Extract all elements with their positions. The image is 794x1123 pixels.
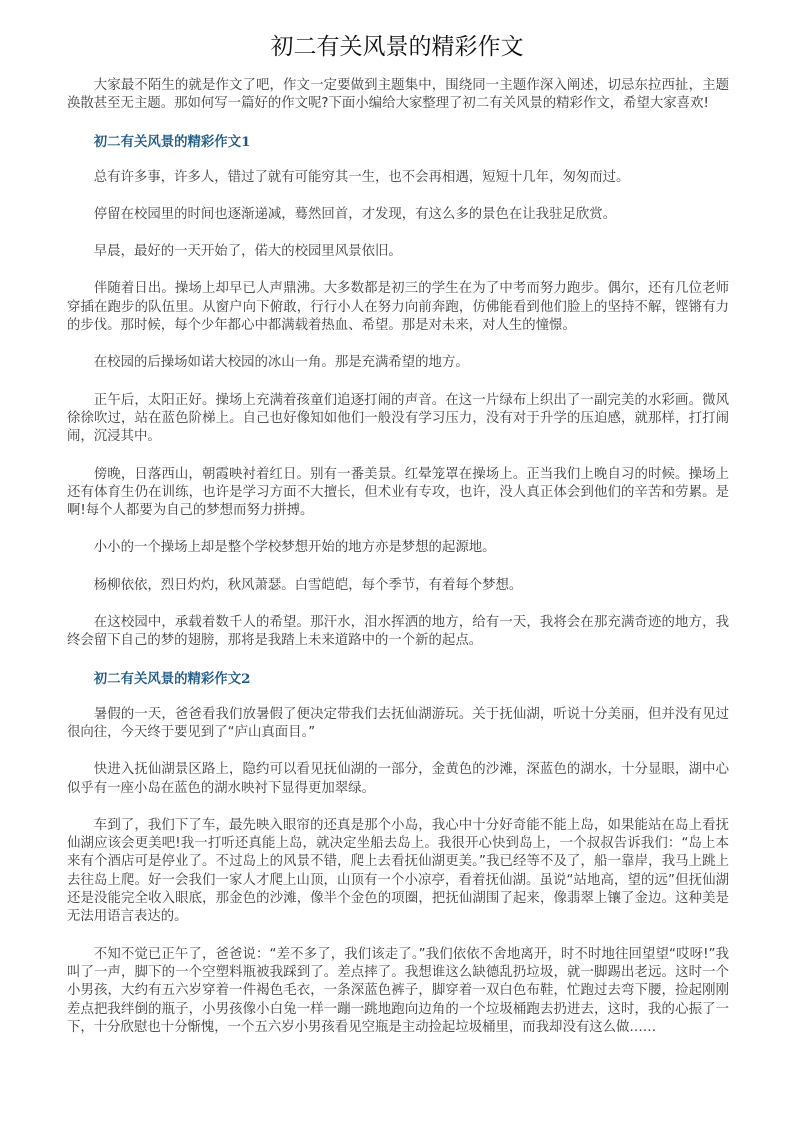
- paragraph: 在这校园中，承载着数千人的希望。那汗水，泪水挥洒的地方，给有一天，我将会在那充满奇迹的地方，我终会留下自己的梦的翅膀，那将是我踏上未来道路中的一个新的起点。: [67, 615, 729, 649]
- intro-paragraph: 大家最不陌生的就是作文了吧，作文一定要做到主题集中，围绕同一主题作深入阐述，切忌东拉西扯，主题涣散甚至无主题。那如何写一篇好的作文呢?下面小编给大家整理了初二有关风景的精彩作文，希望大家喜欢!: [67, 78, 729, 112]
- paragraph: 快进入抚仙湖景区路上，隐约可以看见抚仙湖的一部分，金黄色的沙滩，深蓝色的湖水，十分显眼，湖中心似乎有一座小岛在蓝色的湖水映衬下显得更加翠绿。: [67, 762, 729, 796]
- paragraph: 在校园的后操场如诺大校园的冰山一角。那是充满希望的地方。: [93, 355, 469, 371]
- document-body: [67, 77, 729, 1037]
- paragraph: 傍晚，日落西山，朝霞映衬着红日。别有一番美景。红晕笼罩在操场上。正当我们上晚自习的时候。操场上还有体育生仍在训练，也许是学习方面不大擅长，但术业有专攻，也许，没人真正体会到他们的辛苦和劳累。是啊!每个人都要为自己的梦想而努力拼搏。: [67, 466, 729, 519]
- section-heading-2: 初二有关风景的精彩作文2: [93, 670, 251, 687]
- paragraph: 停留在校园里的时间也逐渐递减，蓦然回首，才发现，有这么多的景色在让我驻足欣赏。: [93, 206, 617, 222]
- paragraph: 伴随着日出。操场上却早已人声鼎沸。大多数都是初三的学生在为了中考而努力跑步。偶尔，还有几位老师穿插在跑步的队伍里。从窗户向下俯敢，行行小人在努力向前奔跑，仿佛能看到他们脸上的坚持不解，铿锵有力的步伐。那时候，每个少年都心中都满载着热血、希望。那是对未来，对人生的憧憬。: [67, 281, 729, 334]
- paragraph: 早晨，最好的一天开始了，偌大的校园里风景依旧。: [93, 244, 402, 260]
- paragraph: 不知不觉已正午了，爸爸说：“差不多了，我们该走了。”我们依依不舍地离开，时不时地往回望望“哎呀!”我叫了一声，脚下的一个空塑料瓶被我踩到了。差点摔了。我想谁这么缺德乱扔垃圾，就一脚踢出老远。这时一个小男孩，大约有五六岁穿着一件褐色毛衣，一条深蓝色裤子，脚穿着一双白色布鞋，忙跑过去弯下腰，捡起刚刚差点把我绊倒的瓶子，小男孩像小白兔一样一蹦一跳地跑向边角的一个垃圾桶跑去扔进去，这时，我的心振了一下，十分欣慰也十分惭愧，一个五六岁小男孩看见空瓶是主动捡起垃圾桶里，而我却没有这么做……: [67, 946, 729, 1035]
- paragraph: 杨柳依依，烈日灼灼，秋风萧瑟。白雪皑皑，每个季节，有着每个梦想。: [93, 577, 523, 593]
- paragraph: 车到了，我们下了车，最先映入眼帘的还真是那个小岛，我心中十分好奇能不能上岛，如果能站在岛上看抚仙湖应该会更美吧!我一打听还真能上岛，就决定坐船去岛上。我很开心快到岛上，一个叔叔告诉我们：“岛上本来有个酒店可是停业了。不过岛上的风景不错，爬上去看抚仙湖更美。”我已经等不及了，船一靠岸，我马上跳上去往岛上爬。好一会我们一家人才爬上山顶，山顶有一个小凉亭，看着抚仙湖。虽说“站地高，望的远”但抚仙湖还是没能完全收入眼底，那金色的沙滩，像半个金色的项圈，把抚仙湖围了起来，像翡翠上镶了金边。这种美是无法用语言表达的。: [67, 817, 729, 925]
- paragraph: 小小的一个操场上却是整个学校梦想开始的地方亦是梦想的起源地。: [93, 540, 496, 556]
- paragraph: 暑假的一天，爸爸看我们放暑假了便决定带我们去抚仙湖游玩。关于抚仙湖，听说十分美丽，但并没有见过很向往，今天终于要见到了“庐山真面目。”: [67, 706, 729, 740]
- paragraph: 正午后，太阳正好。操场上充满着孩童们追逐打闹的声音。在这一片绿布上织出了一副完美的水彩画。微风徐徐吹过，站在蓝色阶梯上。自己也好像知如他们一般没有学习压力，没有对于升学的压迫感，就那样，打打闹闹，沉浸其中。: [67, 392, 729, 445]
- paragraph: 总有许多事，许多人，错过了就有可能穷其一生，也不会再相遇，短短十几年，匆匆而过。: [93, 169, 630, 185]
- page-title: 初二有关风景的精彩作文: [270, 34, 524, 60]
- section-heading-1: 初二有关风景的精彩作文1: [93, 133, 251, 150]
